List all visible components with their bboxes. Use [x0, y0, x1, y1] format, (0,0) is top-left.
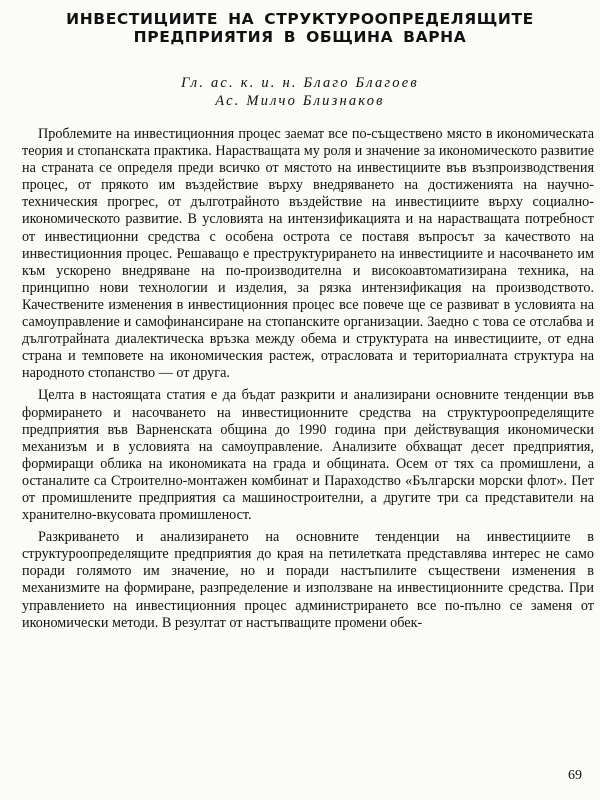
article-body [22, 126, 594, 637]
paragraph-2: Целта в настоящата статия е да бъдат разкрити и анализирани основните тенденции във формирането и насочването на инвестиционните средства на структуроопределящите предприятия във Варненската община до 1990 година при действуващия икономически механизъм и в условията на самоуправление. Анализите обхващат десет предприятия, формиращи облика на икономиката на града и общината. Осем от тях са промишлени, а останалите са Строително-монтажен комбинат и Параходство «Български морски флот». Пет от промишлените предприятия са машиностроителни, а другите три са представители на хранително-вкусовата промишленост. [22, 387, 594, 524]
article-title-line-2: ПРЕДПРИЯТИЯ В ОБЩИНА ВАРНА [133, 28, 467, 46]
article-title [30, 10, 570, 46]
author-block [30, 74, 570, 110]
paragraph-1: Проблемите на инвестиционния процес заемат все по-съществено място в икономическата теория и стопанската практика. Нарастващата му роля и значение за икономическото развитие на страната се определя преди всичко от мястото на инвестициите във възпроизводствения процес, от прякото им въздействие върху внедряването на достиженията на научно-техническия прогрес, от дълготрайното въздействие на инвестициите върху социално-икономическото развитие. В условията на интензификацията и на нарастващата потребност от инвестиционни средства с особена острота се поставя въпросът за качеството на инвестиционния процес. Решаващо е преструктурирането на инвестициите и насочването им към ускорено внедряване на по-производителна и високоавтоматизирана техника, на принципно нови технологии и изделия, за рязка интензификация на производството. Качествените изменения в инвестиционния процес все повече ще се развиват в условията на самоуправление и самофинансиране на стопанските организации. Заедно с това се отслабва и дълготрайната диалектическа връзка между обема и структурата на инвестициите, от една страна и темповете на икономическия растеж, отрасловата и териториалната структура на народното стопанство — от друга. [22, 126, 594, 382]
article-title-line-1: ИНВЕСТИЦИИТЕ НА СТРУКТУРООПРЕДЕЛЯЩИТЕ [66, 10, 534, 28]
author-1: Гл. ас. к. и. н. Благо Благоев [181, 75, 419, 91]
author-2: Ас. Милчо Близнаков [215, 93, 385, 109]
paragraph-3: Разкриването и анализирането на основните тенденции на инвестициите в структуроопределящите предприятия до края на петилетката представлява интерес не само поради голямото им значение, но и поради настъпилите съществени изменения в механизмите на формиране, разпределение и използване на инвестиционните средства. При управлението на инвестиционния процес администрирането все по-пълно се заменя от икономически методи. В резултат от настъпващите промени обек- [22, 529, 594, 631]
page-number: 69 [568, 768, 582, 783]
